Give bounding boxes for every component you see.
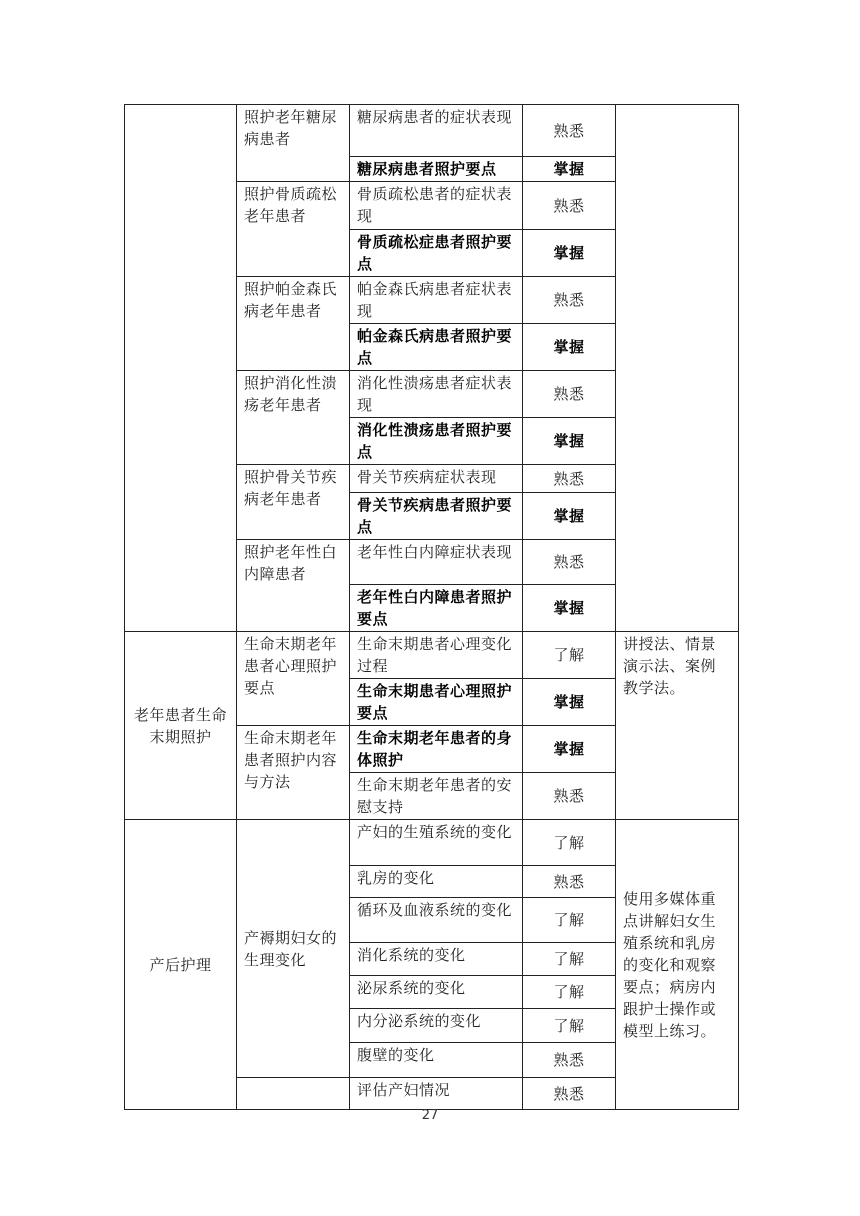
content-cell: 生命末期患者心理变化过程 [350,632,523,679]
level-cell: 掌握 [523,493,616,540]
content-cell: 评估产妇情况 [350,1078,523,1110]
unit-cell: 老年患者生命末期照护 [125,632,237,820]
topic-cell [237,1078,350,1110]
content-cell: 帕金森氏病患者照护要点 [350,324,523,371]
course-content-table [124,104,739,1110]
method-cell: 讲授法、情景演示法、案例教学法。 [616,632,739,820]
level-cell: 熟悉 [523,773,616,820]
level-cell: 熟悉 [523,1078,616,1110]
table-row [125,105,739,157]
content-cell: 糖尿病患者的症状表现 [350,105,523,157]
level-cell: 熟悉 [523,371,616,418]
page-number: 27 [421,1108,439,1123]
content-cell: 帕金森氏病患者症状表现 [350,277,523,324]
content-cell: 腹壁的变化 [350,1043,523,1078]
level-cell: 掌握 [523,585,616,632]
level-cell: 掌握 [523,418,616,465]
content-cell: 循环及血液系统的变化 [350,898,523,943]
content-cell: 消化性溃疡患者症状表现 [350,371,523,418]
content-cell: 骨质疏松患者的症状表现 [350,182,523,230]
topic-cell: 照护消化性溃疡老年患者 [237,371,350,465]
topic-cell: 照护老年糖尿病患者 [237,105,350,182]
level-cell: 掌握 [523,726,616,773]
content-cell: 乳房的变化 [350,866,523,898]
content-cell: 泌尿系统的变化 [350,976,523,1009]
content-cell: 生命末期老年患者的身体照护 [350,726,523,773]
level-cell: 熟悉 [523,1043,616,1078]
content-cell: 骨关节疾病症状表现 [350,465,523,493]
content-cell: 消化性溃疡患者照护要点 [350,418,523,465]
level-cell: 掌握 [523,230,616,277]
level-cell: 掌握 [523,679,616,726]
level-cell: 掌握 [523,324,616,371]
content-cell: 内分泌系统的变化 [350,1009,523,1043]
level-cell: 熟悉 [523,540,616,585]
content-cell: 骨关节疾病患者照护要点 [350,493,523,540]
topic-cell: 生命末期老年患者照护内容与方法 [237,726,350,820]
topic-cell: 照护老年性白内障患者 [237,540,350,632]
content-cell: 老年性白内障患者照护要点 [350,585,523,632]
topic-cell: 照护骨关节疾病老年患者 [237,465,350,540]
content-cell: 消化系统的变化 [350,943,523,976]
unit-cell: 产后护理 [125,820,237,1110]
topic-cell: 照护帕金森氏病老年患者 [237,277,350,371]
level-cell: 了解 [523,976,616,1009]
level-cell: 熟悉 [523,866,616,898]
topic-cell: 照护骨质疏松老年患者 [237,182,350,277]
table-row [125,820,739,866]
content-cell: 老年性白内障症状表现 [350,540,523,585]
method-cell: 使用多媒体重点讲解妇女生殖系统和乳房的变化和观察要点；病房内跟护士操作或模型上练习。 [616,820,739,1110]
level-cell: 了解 [523,820,616,866]
content-cell: 骨质疏松症患者照护要点 [350,230,523,277]
level-cell: 了解 [523,632,616,679]
content-cell: 生命末期老年患者的安慰支持 [350,773,523,820]
content-cell: 糖尿病患者照护要点 [350,157,523,182]
content-cell: 产妇的生殖系统的变化 [350,820,523,866]
method-cell [616,105,739,632]
content-cell: 生命末期患者心理照护要点 [350,679,523,726]
level-cell: 了解 [523,943,616,976]
table-row [125,632,739,679]
topic-cell: 产褥期妇女的生理变化 [237,820,350,1078]
level-cell: 熟悉 [523,277,616,324]
level-cell: 熟悉 [523,105,616,157]
unit-cell [125,105,237,632]
level-cell: 了解 [523,898,616,943]
level-cell: 熟悉 [523,182,616,230]
level-cell: 掌握 [523,157,616,182]
level-cell: 了解 [523,1009,616,1043]
level-cell: 熟悉 [523,465,616,493]
topic-cell: 生命末期老年患者心理照护要点 [237,632,350,726]
